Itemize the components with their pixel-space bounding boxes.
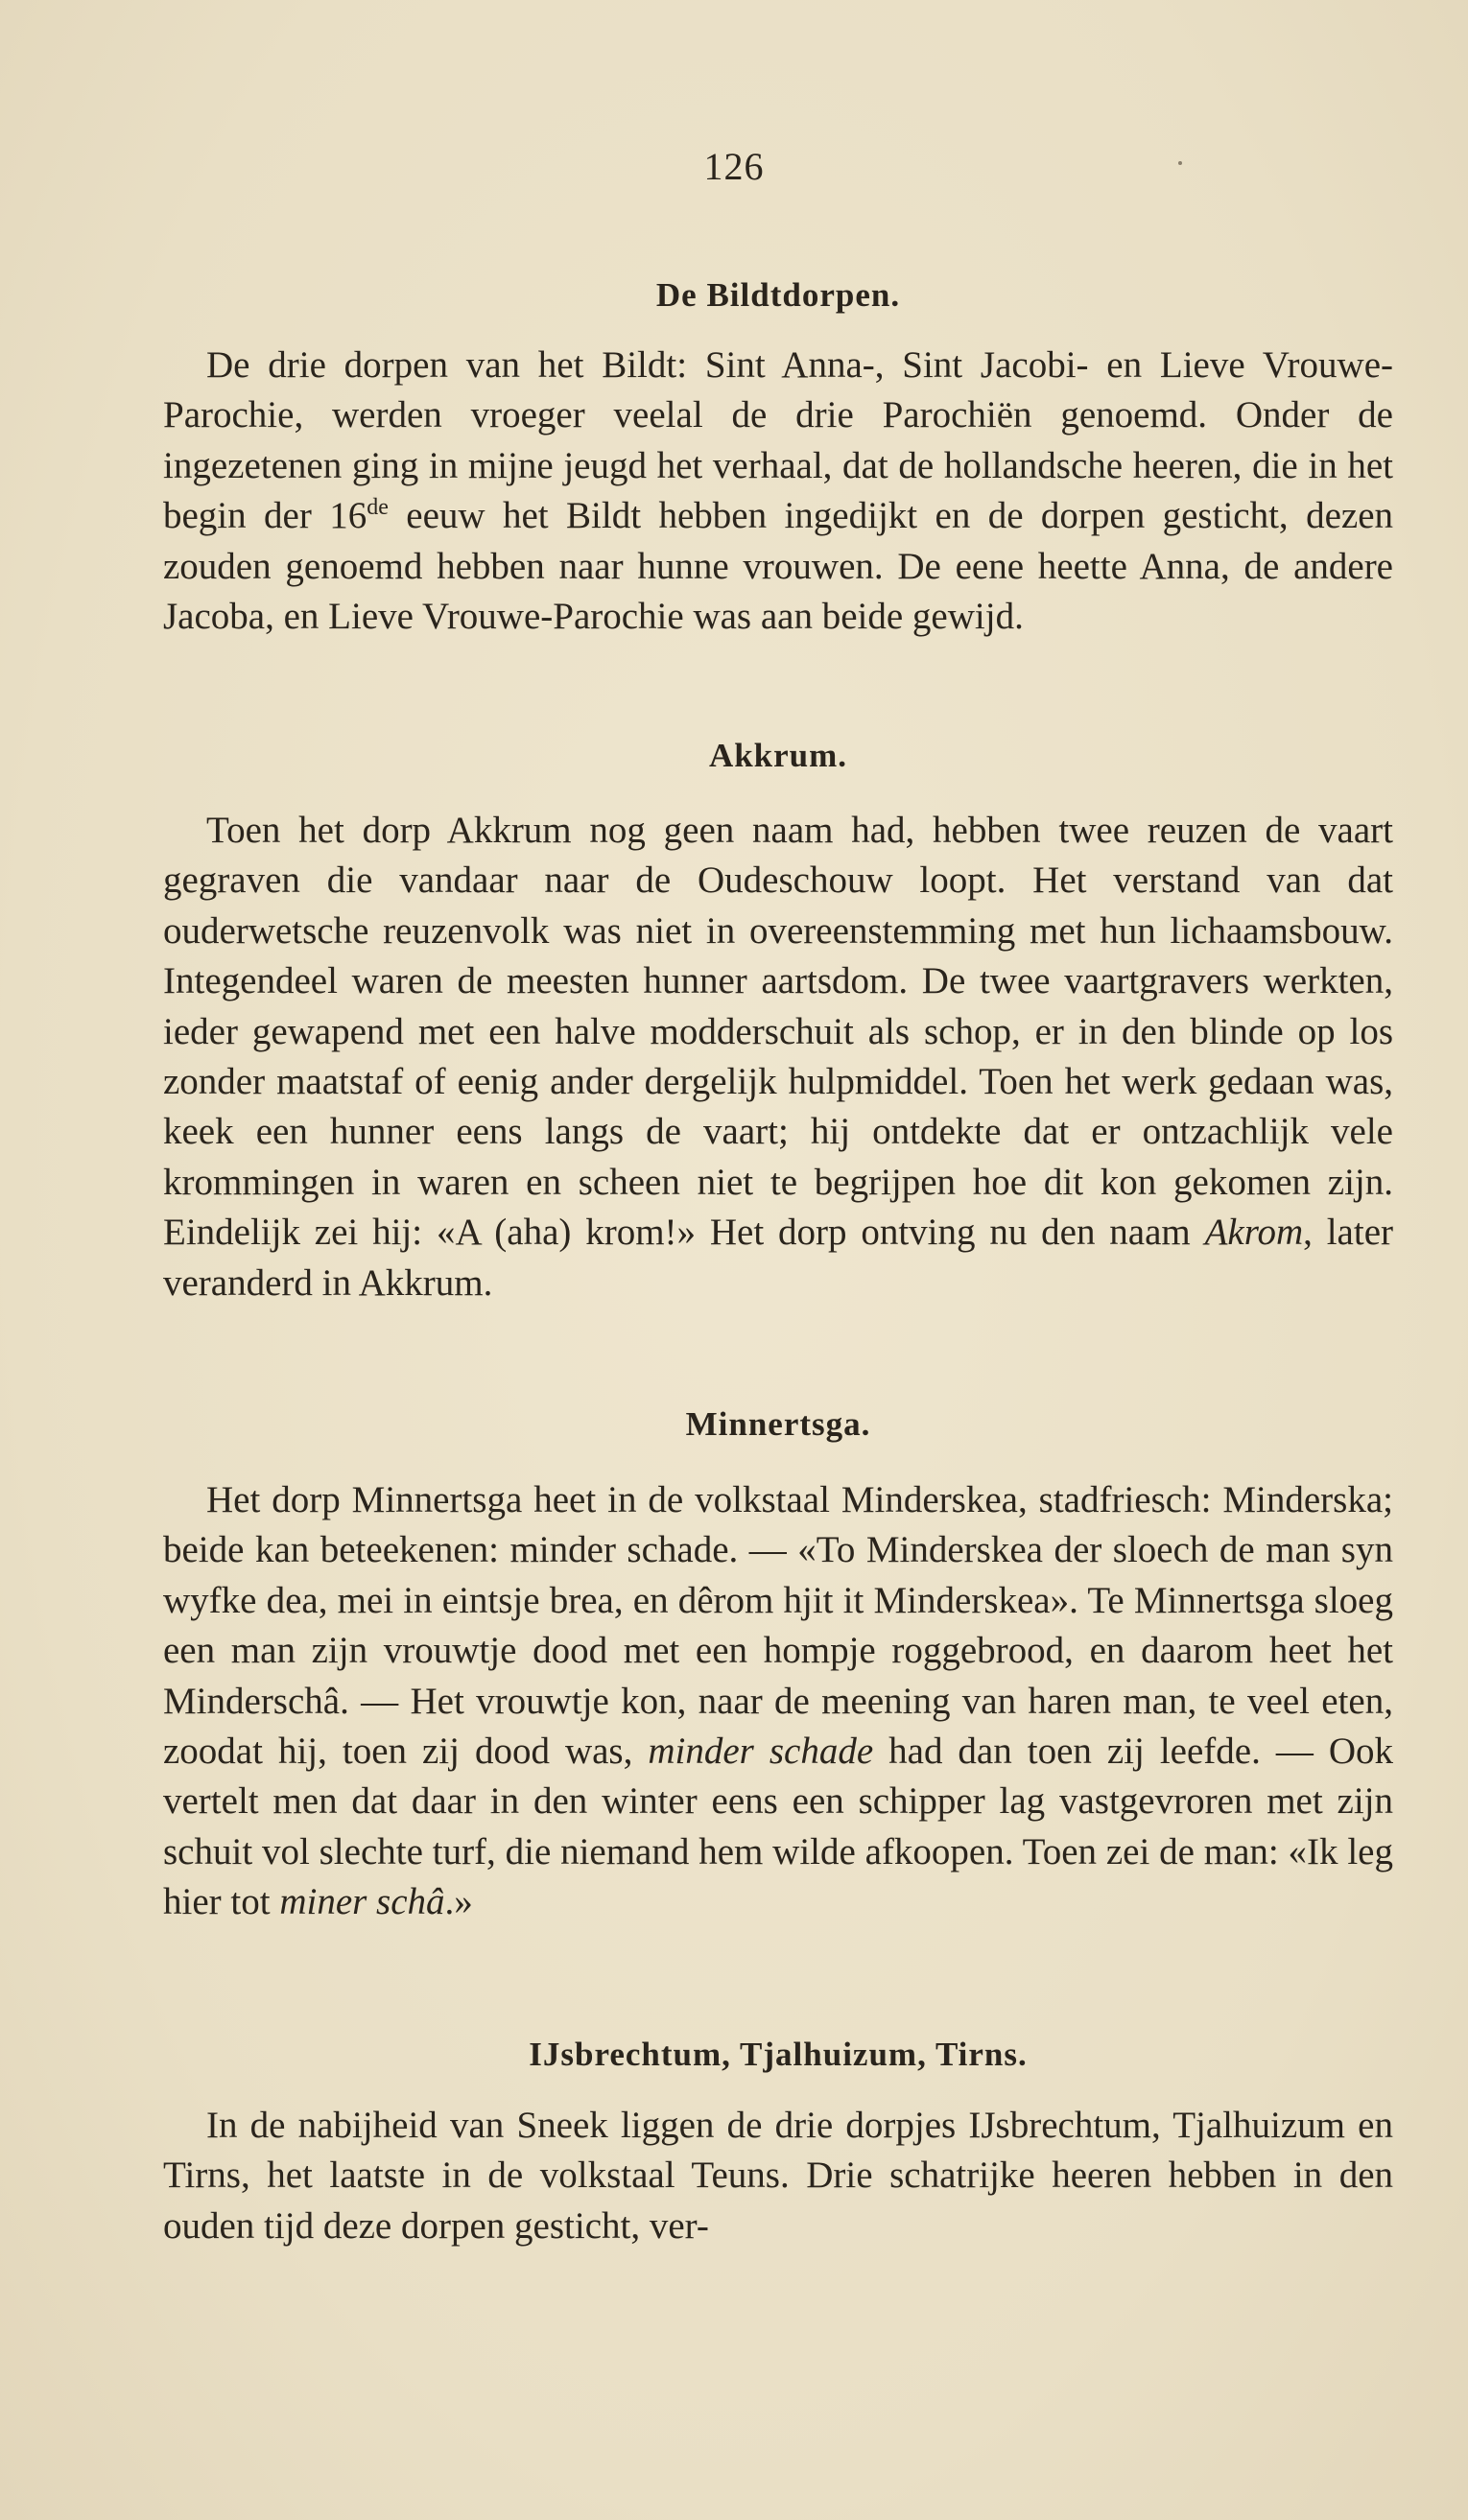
paragraph: [163, 341, 1393, 642]
page-number: 126: [703, 145, 765, 188]
section-bildtdorpen-body: [163, 341, 1393, 642]
section-heading: De Bildtdorpen.: [655, 276, 901, 314]
section-akkrum: [163, 737, 1393, 775]
italic-term: minder schade: [648, 1731, 874, 1773]
paragraph: In de nabijheid van Sneek liggen de drie dorpjes IJsbrechtum, Tjalhuizum en Tirns, het laatste in de volkstaal Teuns. Drie schatrijke heeren hebben in den ouden tijd deze dorpen gesticht, ver-: [163, 2105, 1393, 2247]
superscript: de: [367, 495, 389, 521]
paragraph-text: had dan toen zij leefde. — Ook vertelt men dat daar in den winter eens een schipper lag vastgevroren met zijn schuit vol slechte turf, die niemand hem wilde afkoopen. Toen zei de man: «Ik leg hier tot: [163, 1731, 1393, 1923]
paragraph-text: eeuw het Bildt hebben ingedijkt en de dorpen gesticht, dezen zouden genoemd hebben naar hunne vrouwen. De eene heette Anna, de andere Jacoba, en Lieve Vrouwe-Parochie was aan beide gewijd.: [163, 495, 1394, 638]
italic-term: Akrom: [1204, 1212, 1304, 1254]
section-heading: IJsbrechtum, Tjalhuizum, Tirns.: [529, 2036, 1028, 2073]
section-heading: Akkrum.: [708, 737, 848, 774]
section-ijsbrechtum: [163, 2036, 1393, 2074]
italic-term: miner schâ: [279, 1881, 445, 1923]
paragraph-text: De drie dorpen van het Bildt: Sint Anna-, Sint Jacobi- en Lieve Vrouwe-Parochie, werden vroeger veelal de drie Parochiën genoemd. Onder de ingezetenen ging in mijne jeugd het verhaal, dat de hollandsche heeren, die in het begin der 16: [163, 344, 1393, 537]
paragraph: [163, 1475, 1393, 1928]
section-akkrum-body: [163, 806, 1393, 1308]
paragraph-text: , later veranderd in Akkrum.: [163, 1212, 1394, 1304]
paragraph-text: Het dorp Minnertsga heet in de volkstaal Minderskea, stadfriesch: Minderska; beide kan beteekenen: minder schade. — «To Minderskea der sloech de man syn wyfke dea, mei in eintsje brea, en dêrom hjit it Minderskea». Te Minnertsga sloeg een man zijn vrouwtje dood met een hompje roggebrood, en daarom heet het Minderschâ. — Het vrouwtje kon, naar de meening van haren man, te veel eten, zoodat hij, toen zij dood was,: [163, 1479, 1393, 1773]
paragraph: [163, 806, 1393, 1308]
section-ijsbrechtum-body: [163, 2101, 1393, 2251]
section-minnertsga: [163, 1405, 1393, 1444]
section-heading: Minnertsga.: [685, 1405, 871, 1443]
paragraph-text: Toen het dorp Akkrum nog geen naam had, hebben twee reuzen de vaart gegraven die vandaar naar de Oudeschouw loopt. Het verstand van dat ouderwetsche reuzenvolk was niet in overeenstemming met hun lichaamsbouw. Integendeel waren de meesten hunner aartsdom. De twee vaartgravers werkten, ieder gewapend met een halve modderschuit als schop, er in den blinde op los zonder maatstaf of eenig ander dergelijk hulpmiddel. Toen het werk gedaan was, keek een hunner eens langs de vaart; hij ontdekte dat er ontzachlijk vele krommingen in waren en scheen niet te begrijpen hoe dit kon gekomen zijn. Eindelijk zei hij: «A (aha) krom!» Het dorp ontving nu den naam: [163, 810, 1393, 1254]
section-bildtdorpen: [163, 276, 1393, 315]
section-minnertsga-body: [163, 1475, 1393, 1928]
speck: [1178, 161, 1182, 165]
paragraph-text: .»: [444, 1881, 473, 1923]
